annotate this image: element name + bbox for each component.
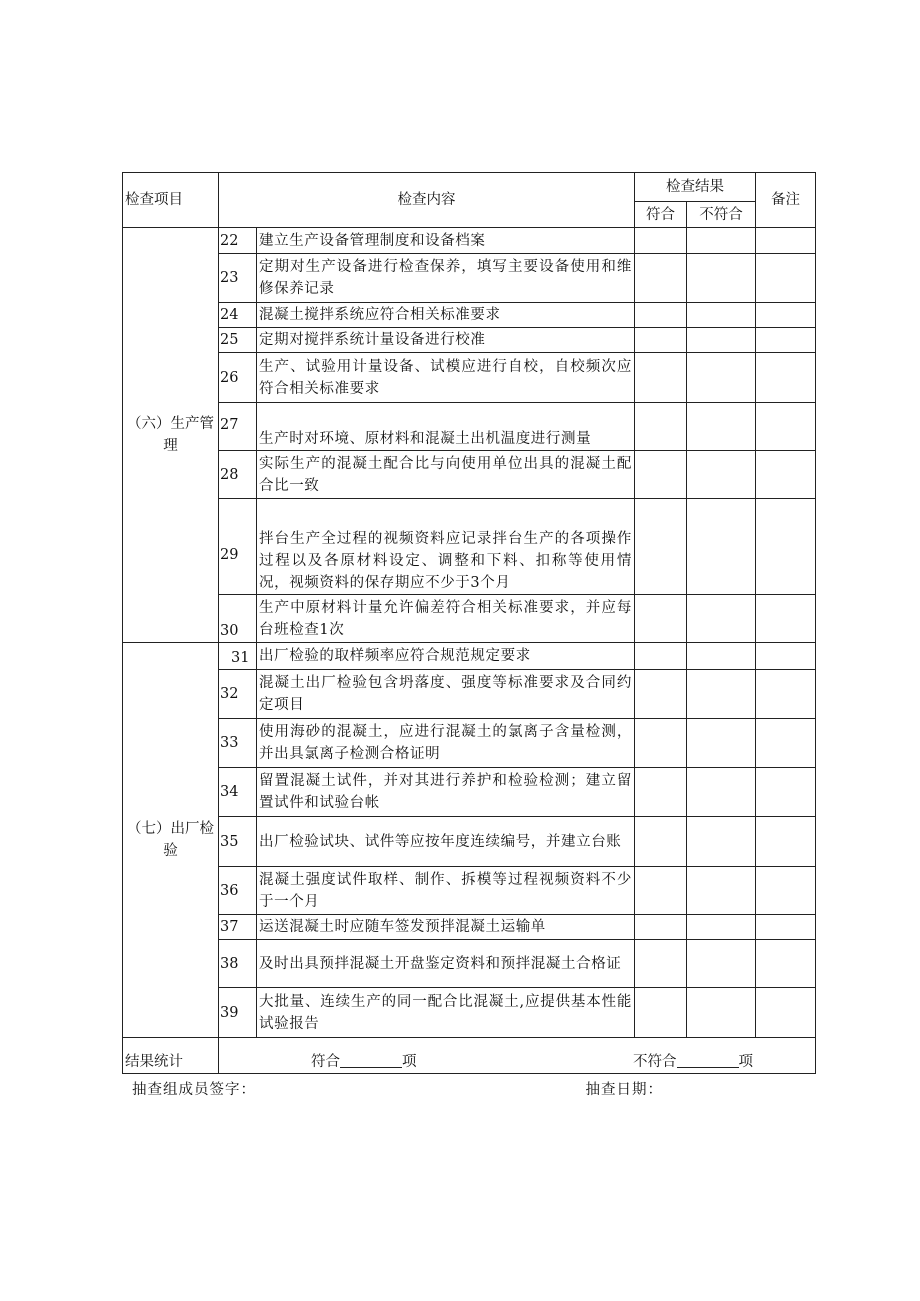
fail-cell[interactable] (687, 499, 756, 595)
summary-fail-label: 不符合 (633, 1054, 677, 1070)
table-row (123, 328, 816, 353)
section-label: （六）生产管理 (127, 416, 214, 454)
table-row (123, 228, 816, 254)
fail-cell[interactable] (687, 915, 756, 940)
row-number: 33 (219, 719, 257, 768)
row-text: 混凝土搅拌系统应符合相关标准要求 (257, 303, 635, 328)
table-row (123, 719, 816, 768)
remark-cell[interactable] (756, 328, 816, 353)
table-row (123, 817, 816, 867)
row-number: 24 (219, 303, 257, 328)
row-text: 生产、试验用计量设备、试模应进行自校，自校频次应符合相关标准要求 (257, 353, 635, 403)
remark-cell[interactable] (756, 915, 816, 940)
row-text: 定期对搅拌系统计量设备进行校准 (257, 328, 635, 353)
row-text: 出厂检验的取样频率应符合规范规定要求 (257, 643, 635, 670)
summary-pass-unit: 项 (402, 1054, 417, 1070)
row-number: 34 (219, 768, 257, 817)
pass-cell[interactable] (635, 719, 687, 768)
row-number: 36 (219, 867, 257, 915)
fail-cell[interactable] (687, 303, 756, 328)
header-item: 检查项目 (123, 173, 219, 228)
summary-pass-label: 符合 (311, 1054, 340, 1070)
remark-cell[interactable] (756, 867, 816, 915)
header-remark: 备注 (756, 173, 816, 228)
pass-count-blank[interactable] (340, 1053, 402, 1068)
row-number: 28 (219, 451, 257, 499)
fail-cell[interactable] (687, 768, 756, 817)
pass-cell[interactable] (635, 228, 687, 254)
row-number: 23 (219, 254, 257, 303)
table-row (123, 595, 816, 643)
remark-cell[interactable] (756, 254, 816, 303)
pass-cell[interactable] (635, 643, 687, 670)
fail-cell[interactable] (687, 328, 756, 353)
table-row (123, 499, 816, 595)
row-text: 定期对生产设备进行检查保养，填写主要设备使用和维修保养记录 (257, 254, 635, 303)
fail-cell[interactable] (687, 988, 756, 1038)
inspection-sheet (122, 172, 815, 1099)
remark-cell[interactable] (756, 451, 816, 499)
pass-cell[interactable] (635, 867, 687, 915)
header-result: 检查结果 (635, 173, 756, 202)
pass-cell[interactable] (635, 915, 687, 940)
table-row (123, 940, 816, 988)
row-number: 35 (219, 817, 257, 867)
table-row (123, 643, 816, 670)
remark-cell[interactable] (756, 595, 816, 643)
section-name-outgoing (123, 643, 219, 1038)
pass-cell[interactable] (635, 988, 687, 1038)
fail-count-blank[interactable] (677, 1053, 739, 1068)
fail-cell[interactable] (687, 451, 756, 499)
row-number: 37 (219, 915, 257, 940)
table-row (123, 670, 816, 719)
fail-cell[interactable] (687, 403, 756, 451)
remark-cell[interactable] (756, 670, 816, 719)
header-fail: 不符合 (687, 202, 756, 228)
row-text: 拌台生产全过程的视频资料应记录拌台生产的各项操作过程以及各原材料设定、调整和下料、扣称等使用情况，视频资料的保存期应不少于3个月 (257, 499, 635, 595)
header-row (123, 173, 816, 202)
remark-cell[interactable] (756, 303, 816, 328)
fail-cell[interactable] (687, 254, 756, 303)
date-label: 抽查日期： (585, 1082, 663, 1098)
pass-cell[interactable] (635, 670, 687, 719)
fail-cell[interactable] (687, 595, 756, 643)
summary-fail-unit: 项 (738, 1054, 753, 1070)
header-pass: 符合 (635, 202, 687, 228)
table-row (123, 988, 816, 1038)
table-row (123, 867, 816, 915)
row-number: 27 (219, 403, 257, 451)
row-text: 实际生产的混凝土配合比与向使用单位出具的混凝土配合比一致 (257, 451, 635, 499)
remark-cell[interactable] (756, 403, 816, 451)
pass-cell[interactable] (635, 768, 687, 817)
table-row (123, 353, 816, 403)
pass-cell[interactable] (635, 499, 687, 595)
fail-cell[interactable] (687, 817, 756, 867)
pass-cell[interactable] (635, 451, 687, 499)
row-number: 22 (219, 228, 257, 254)
fail-cell[interactable] (687, 719, 756, 768)
remark-cell[interactable] (756, 643, 816, 670)
pass-cell[interactable] (635, 403, 687, 451)
row-number: 26 (219, 353, 257, 403)
fail-cell[interactable] (687, 940, 756, 988)
row-text: 及时出具预拌混凝土开盘鉴定资料和预拌混凝土合格证 (257, 940, 635, 988)
table-row (123, 915, 816, 940)
pass-cell[interactable] (635, 353, 687, 403)
row-text: 混凝土强度试件取样、制作、拆模等过程视频资料不少于一个月 (257, 867, 635, 915)
signature-label: 抽查组成员签字： (132, 1082, 256, 1098)
section-name-production (123, 228, 219, 643)
pass-cell[interactable] (635, 595, 687, 643)
summary-row (123, 1038, 816, 1074)
fail-cell[interactable] (687, 643, 756, 670)
summary-fail (633, 1051, 753, 1073)
remark-cell[interactable] (756, 719, 816, 768)
pass-cell[interactable] (635, 328, 687, 353)
table-row (123, 451, 816, 499)
remark-cell[interactable] (756, 940, 816, 988)
row-number: 32 (219, 670, 257, 719)
summary-label: 结果统计 (123, 1038, 219, 1074)
section-label: （七）出厂检验 (127, 821, 214, 859)
table-row (123, 303, 816, 328)
table-row (123, 254, 816, 303)
row-text: 建立生产设备管理制度和设备档案 (257, 228, 635, 254)
summary-cell (219, 1038, 816, 1074)
row-number: 25 (219, 328, 257, 353)
remark-cell[interactable] (756, 817, 816, 867)
pass-cell[interactable] (635, 254, 687, 303)
footer (122, 1074, 815, 1099)
row-number: 38 (219, 940, 257, 988)
row-text: 混凝土出厂检验包含坍落度、强度等标准要求及合同约定项目 (257, 670, 635, 719)
pass-cell[interactable] (635, 940, 687, 988)
row-text: 使用海砂的混凝土，应进行混凝土的氯离子含量检测，并出具氯离子检测合格证明 (257, 719, 635, 768)
inspection-table (122, 172, 816, 1074)
header-content: 检查内容 (219, 173, 635, 228)
fail-cell[interactable] (687, 867, 756, 915)
row-text: 出厂检验试块、试件等应按年度连续编号，并建立台账 (257, 817, 635, 867)
remark-cell[interactable] (756, 353, 816, 403)
remark-cell[interactable] (756, 228, 816, 254)
remark-cell[interactable] (756, 988, 816, 1038)
fail-cell[interactable] (687, 353, 756, 403)
row-number: 39 (219, 988, 257, 1038)
row-number: 29 (219, 499, 257, 595)
summary-pass (311, 1051, 417, 1073)
remark-cell[interactable] (756, 499, 816, 595)
table-row (123, 768, 816, 817)
row-number: 30 (219, 595, 257, 643)
remark-cell[interactable] (756, 768, 816, 817)
row-number: 31 (219, 643, 257, 670)
row-text: 大批量、连续生产的同一配合比混凝土,应提供基本性能试验报告 (257, 988, 635, 1038)
pass-cell[interactable] (635, 303, 687, 328)
pass-cell[interactable] (635, 817, 687, 867)
row-text: 运送混凝土时应随车签发预拌混凝土运输单 (257, 915, 635, 940)
row-text: 留置混凝土试件，并对其进行养护和检验检测；建立留置试件和试验台帐 (257, 768, 635, 817)
row-text: 生产时对环境、原材料和混凝土出机温度进行测量 (257, 403, 635, 451)
table-row (123, 403, 816, 451)
row-text: 生产中原材料计量允许偏差符合相关标准要求，并应每台班检查1次 (257, 595, 635, 643)
fail-cell[interactable] (687, 228, 756, 254)
fail-cell[interactable] (687, 670, 756, 719)
